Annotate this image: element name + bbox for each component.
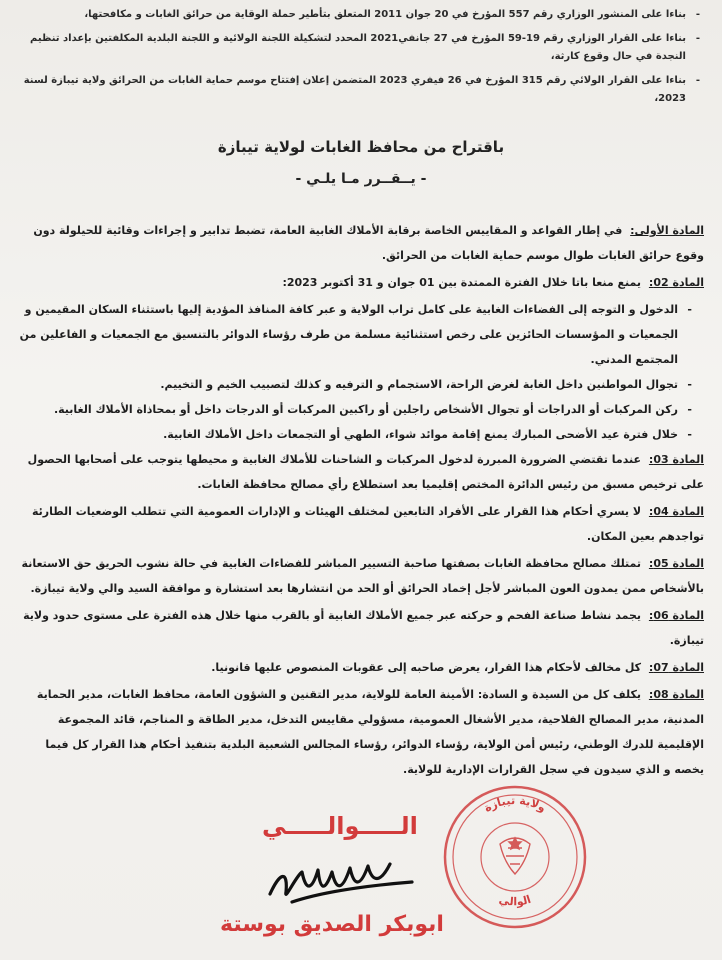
article-text: تمتلك مصالح محافظة الغابات بصفتها صاحبة التسيير المباشر للفضاءات الغابية في حالة نشوب الحريق حق الاستعانة بالأشخاص ممن يمدون العون المباشر لأجل إخماد الحرائق أو الحد من انتشارها بعد استشارة و موافقة السيد والي ولاية تيبازة. [21, 557, 704, 595]
seal-top-text: ولاية تيبازة [481, 793, 549, 815]
article-2 [14, 270, 704, 295]
articles-body [14, 218, 704, 784]
article-6 [14, 603, 704, 653]
article-2-bullet: - خلال فترة عيد الأضحى المبارك يمنع إقامة موائد شواء، الطهي أو التجمعات داخل الأملاك الغابية. [14, 422, 704, 447]
signatory-name: ابوبكر الصديق بوستة [220, 912, 444, 937]
handwritten-signature [262, 842, 422, 912]
official-seal [440, 782, 590, 932]
article-label: المادة الأولى: [630, 224, 704, 237]
article-text: يمنع منعا باتا خلال الفترة الممتدة بين 01 جوان و 31 أكتوبر 2023: [282, 276, 642, 289]
article-label: المادة 03: [648, 453, 704, 466]
article-8 [14, 682, 704, 782]
article-label: المادة 07: [648, 661, 704, 674]
article-label: المادة 05: [648, 557, 704, 570]
article-label: المادة 02: [648, 276, 704, 289]
article-text: يجمد نشاط صناعة الفحم و حركته عبر جميع الأملاك الغابية أو بالقرب منها خلال هذه الفترة على مستوى حدود ولاية تيبازة. [23, 609, 704, 647]
article-label: المادة 06: [648, 609, 704, 622]
article-text: عندما تقتضي الضرورة المبررة لدخول المركبات و الشاحنات للأملاك الغابية و محيطها يتوجب على أصحابها الحصول على ترخيص مسبق من رئيس الدائرة المختص إقليميا بعد استطلاع رأي مصالح محافظة الغابات. [27, 453, 704, 491]
article-7 [14, 655, 704, 680]
preamble-item: - بناءا على القرار الوزاري رقم 19-59 المؤرخ في 27 جانفي2021 المحدد لتشكيلة اللجنة الولائية و اللجنة البلدية المكلفتين بإعداد تنظيم النجدة في حال وقوع كارثة، [10, 30, 700, 66]
article-2-bullet: - الدخول و التوجه إلى الفضاءات الغابية على كامل تراب الولاية و عبر كافة المنافذ المؤدية إليها باستثناء السكان المقيمين و الجمعيات و المؤسسات الحائزين على رخص استثنائية مسلمة من طرف رؤساء الدوائر بالتنسيق مع الجمعيات و الفاعلين من المجتمع المدني. [14, 297, 704, 372]
preamble [10, 6, 700, 114]
article-3 [14, 447, 704, 497]
article-text: يكلف كل من السيدة و السادة: الأمينة العامة للولاية، مدير التقنين و الشؤون العامة، محافظ الغابات، مدير الحماية المدنية، مدير المصالح الفلاحية، مدير الأشغال العمومية، مسؤولي مقاييس التدخل، مدير الطاقة و المناجم، قائد المجموعة الإقليمية للدرك الوطني، رئيس أمن الولاية، رؤساء الدوائر، رؤساء المجالس الشعبية البلدية بتنفيذ أحكام هذا القرار كل فيما يخصه و الذي سيدون في سجل القرارات الإدارية للولاية. [36, 688, 704, 776]
decides-heading: - يــقــرر مـا يلـي - [295, 171, 427, 187]
preamble-item: - بناءا على المنشور الوزاري رقم 557 المؤرخ في 20 جوان 2011 المتعلق بتأطير حملة الوقاية من حرائق الغابات و مكافحتها، [10, 6, 700, 24]
article-label: المادة 04: [648, 505, 704, 518]
signatory-title: الـــــوالـــــي [262, 812, 418, 840]
article-2-bullet: - تجوال المواطنين داخل الغابة لغرض الراحة، الاستجمام و الترفيه و كذلك لتصبيب الخيم و التخييم. [14, 372, 704, 397]
article-text: في إطار القواعد و المقاييس الخاصة برقابة الأملاك الغابية العامة، تضبط تدابير و إجراءات وقائية للحيلولة دون وقوع حرائق الغابات طوال موسم حماية الغابات من الحرائق. [33, 224, 704, 262]
article-2-bullet: - ركن المركبات أو الدراجات أو تجوال الأشخاص راجلين أو راكبين المركبات أو الدرجات داخل أو بمحاذاة الأملاك الغابية. [14, 397, 704, 422]
proposal-heading: باقتراح من محافظ الغابات لولاية تيبازة [217, 138, 505, 156]
article-text: كل مخالف لأحكام هذا القرار، يعرض صاحبه إلى عقوبات المنصوص عليها قانونيا. [211, 661, 642, 674]
article-4 [14, 499, 704, 549]
article-5 [14, 551, 704, 601]
preamble-item: - بناءا على القرار الولائي رقم 315 المؤرخ في 26 فيفري 2023 المتضمن إعلان إفتتاح موسم حماية الغابات من الحرائق ولاية تيبازة لسنة 2023، [10, 72, 700, 108]
article-text: لا يسري أحكام هذا القرار على الأفراد التابعين لمختلف الهيئات و الإدارات العمومية التي تتطلب الوضعيات الطارئة تواجدهم بعين المكان. [31, 505, 704, 543]
article-label: المادة 08: [648, 688, 704, 701]
seal-bottom-text: الوالي [497, 892, 533, 909]
seal-emblem [500, 838, 530, 874]
article-1 [14, 218, 704, 268]
